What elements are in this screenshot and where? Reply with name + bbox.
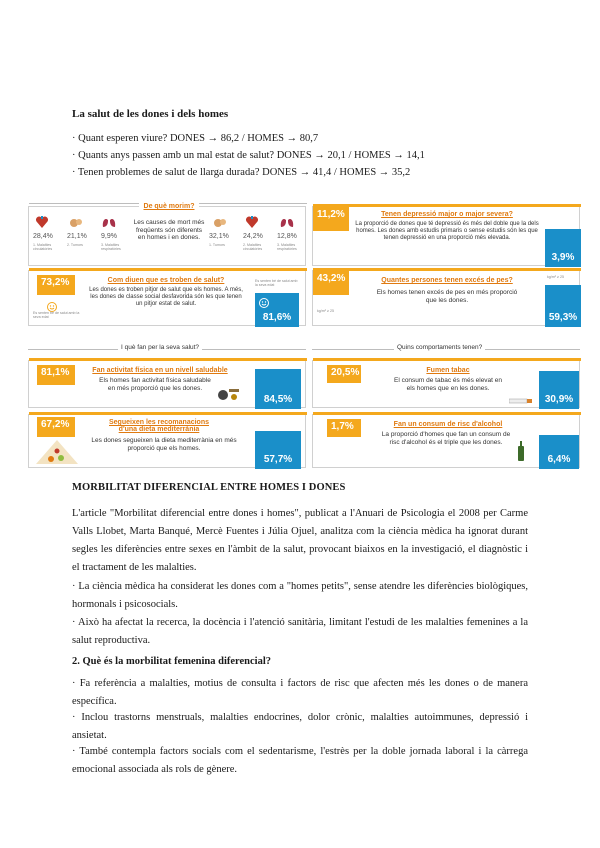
overweight-unit-right: kg/m² ≥ 25 bbox=[547, 275, 564, 279]
panel-overweight bbox=[312, 270, 580, 326]
panel-depression bbox=[312, 206, 580, 266]
article-bullet-2: · Això ha afectat la recerca, la docència i l'atenció sanitària, limitant l'estudi de les malalties femenines a la salut reproductiva. bbox=[72, 617, 528, 646]
tumor-icon bbox=[69, 216, 83, 228]
panel-alcohol bbox=[312, 414, 580, 468]
alcohol-men-pct: 6,4% bbox=[539, 435, 579, 469]
tobacco-women-pct: 20,5% bbox=[327, 365, 361, 383]
section-behaviours-heading: Quins comportaments tenen? bbox=[394, 344, 485, 351]
men-death-3-label: 3. Malalties respiratòries bbox=[277, 243, 297, 251]
food-pyramid-icon bbox=[35, 439, 79, 465]
panel-mediterranean-diet bbox=[28, 414, 306, 468]
intro-line-bad-health-years: · Quants anys passen amb un mal estat de salut? DONES → 20,1 / HOMES → 14,1 bbox=[72, 150, 425, 161]
sports-equipment-icon bbox=[217, 385, 241, 401]
tobacco-title: Fumen tabac bbox=[426, 367, 470, 374]
alcohol-title: Fan un consum de risc d'alcohol bbox=[393, 421, 503, 428]
smiley-icon bbox=[259, 295, 269, 305]
article-bullet-1: · La ciència mèdica ha considerat les dones com a "homes petits", sense atendre les diferències biològiques, hormonals i psicosocials. bbox=[72, 581, 528, 610]
heart-icon bbox=[35, 215, 49, 229]
health-women-pct: 73,2% bbox=[37, 275, 75, 295]
activity-men-pct: 84,5% bbox=[255, 369, 301, 409]
panel-tobacco bbox=[312, 360, 580, 408]
lungs-icon bbox=[101, 213, 117, 229]
bottle-icon bbox=[517, 441, 525, 461]
diet-men-pct: 57,7% bbox=[255, 431, 301, 469]
article-subheading: 2. Què és la morbilitat femenina diferencial? bbox=[72, 656, 271, 667]
women-death-1-label: 1. Malalties circulatòries bbox=[33, 243, 53, 251]
heart-icon bbox=[245, 215, 259, 229]
women-death-3-value: 9,9% bbox=[101, 233, 117, 240]
depression-men-pct: 3,9% bbox=[545, 229, 581, 267]
women-death-3-label: 3. Malalties respiratòries bbox=[101, 243, 121, 251]
overweight-men-pct: 59,3% bbox=[545, 285, 581, 327]
men-death-2-label: 2. Malalties circulatòries bbox=[243, 243, 263, 251]
article-bullet-3: · Fa referència a malalties, motius de consulta i factors de risc que afecten més les dones o de manera específica. bbox=[72, 678, 528, 707]
women-death-2-value: 21,1% bbox=[67, 233, 87, 240]
lungs-icon bbox=[279, 213, 295, 229]
cigarette-icon bbox=[509, 391, 533, 397]
alcohol-text: La proporció d'homes que fan un consum de risc d'alcohol és el triple que les dones. bbox=[381, 431, 511, 446]
women-death-1-value: 28,4% bbox=[33, 233, 53, 240]
health-men-label: Es senten bé de salut amb la seva edat bbox=[255, 279, 298, 287]
depression-title: Tenen depressió major o major severa? bbox=[381, 211, 513, 218]
activity-text: Els homes fan activitat física saludable en més proporció que les dones. bbox=[99, 377, 211, 392]
panel-causes-of-death bbox=[28, 203, 306, 266]
panel-health-status bbox=[28, 270, 306, 326]
overweight-text: Els homes tenen excés de pes en més proporció que les dones. bbox=[376, 289, 518, 304]
depression-women-pct: 11,2% bbox=[313, 207, 349, 231]
health-title: Com diuen que es troben de salut? bbox=[107, 277, 225, 284]
men-death-1-value: 32,1% bbox=[209, 233, 229, 240]
overweight-unit-left: kg/m² ≥ 25 bbox=[317, 309, 334, 313]
causes-of-death-text: Les causes de mort més freqüents són diferents en homes i en dones. bbox=[133, 219, 205, 241]
women-death-2-label: 2. Tumors bbox=[67, 243, 83, 247]
activity-women-pct: 81,1% bbox=[37, 365, 75, 385]
article-heading: MORBILITAT DIFERENCIAL ENTRE HOMES I DONES bbox=[72, 482, 346, 493]
intro-title: La salut de les dones i dels homes bbox=[72, 108, 229, 120]
alcohol-women-pct: 1,7% bbox=[327, 419, 361, 437]
article-intro: L'article "Morbilitat diferencial entre dones i homes", publicat a l'Anuari de Psicologia el 2008 per Carme Valls Llobet, Marta Banqué, Mercè Fuentes i Júlia Ojuel, analitza com la ciència mèdica ha ignorat durant segles les diferències entre sexes en l'àmbit de la salut, provocant biaixos en la investigació, el diagnòstic i el tractament de les malalties. bbox=[72, 508, 528, 573]
diet-women-pct: 67,2% bbox=[37, 417, 75, 437]
men-death-1-label: 1. Tumors bbox=[209, 243, 225, 247]
health-text: Les dones es troben pitjor de salut que els homes. A més, les dones de classe social desfavorida són les que tenen un pitjor estat de salut. bbox=[89, 287, 243, 307]
tobacco-men-pct: 30,9% bbox=[539, 371, 579, 409]
infographic bbox=[28, 200, 580, 468]
tobacco-text: El consum de tabac és més elevat en els homes que en les dones. bbox=[393, 377, 503, 392]
section-what-they-do-heading: I què fan per la seva salut? bbox=[118, 344, 202, 351]
article-bullet-5: · També contempla factors socials com el sedentarisme, l'estrès per la doble jornada laboral i la càrrega emocional associada als rols de gènere. bbox=[72, 746, 528, 775]
men-death-3-value: 12,8% bbox=[277, 233, 297, 240]
intro-line-long-term-problems: · Tenen problemes de salut de llarga durada? DONES → 41,4 / HOMES → 35,2 bbox=[72, 167, 411, 178]
men-death-2-value: 24,2% bbox=[243, 233, 263, 240]
health-women-label: Es senten bé de salut amb la seva edat bbox=[33, 311, 80, 319]
health-men-pct: 81,6% bbox=[255, 293, 299, 327]
smiley-icon bbox=[47, 299, 57, 309]
diet-title: Segueixen les recomanacions d'una dieta mediterrània bbox=[109, 419, 209, 433]
depression-text: La proporció de dones que té depressió és més del doble que la dels homes. Les dones amb estudis primaris o sense estudis són les que tenen depressió en una proporció més elevada. bbox=[355, 221, 539, 241]
article-bullet-4: · Inclou trastorns menstruals, malalties endocrines, dolor crònic, malalties autoimmunes, depressió i ansietat. bbox=[72, 712, 528, 741]
causes-of-death-title: De què morim? bbox=[139, 203, 199, 210]
activity-title: Fan activitat física en un nivell saludable bbox=[92, 367, 228, 374]
overweight-women-pct: 43,2% bbox=[313, 271, 349, 295]
intro-line-life-expectancy: · Quant esperen viure? DONES → 86,2 / HOMES → 80,7 bbox=[72, 133, 319, 144]
panel-physical-activity bbox=[28, 360, 306, 408]
overweight-title: Quantes persones tenen excés de pes? bbox=[381, 277, 513, 284]
diet-text: Les dones segueixen la dieta mediterrània en més proporció que els homes. bbox=[91, 437, 237, 452]
tumor-icon bbox=[213, 216, 227, 228]
